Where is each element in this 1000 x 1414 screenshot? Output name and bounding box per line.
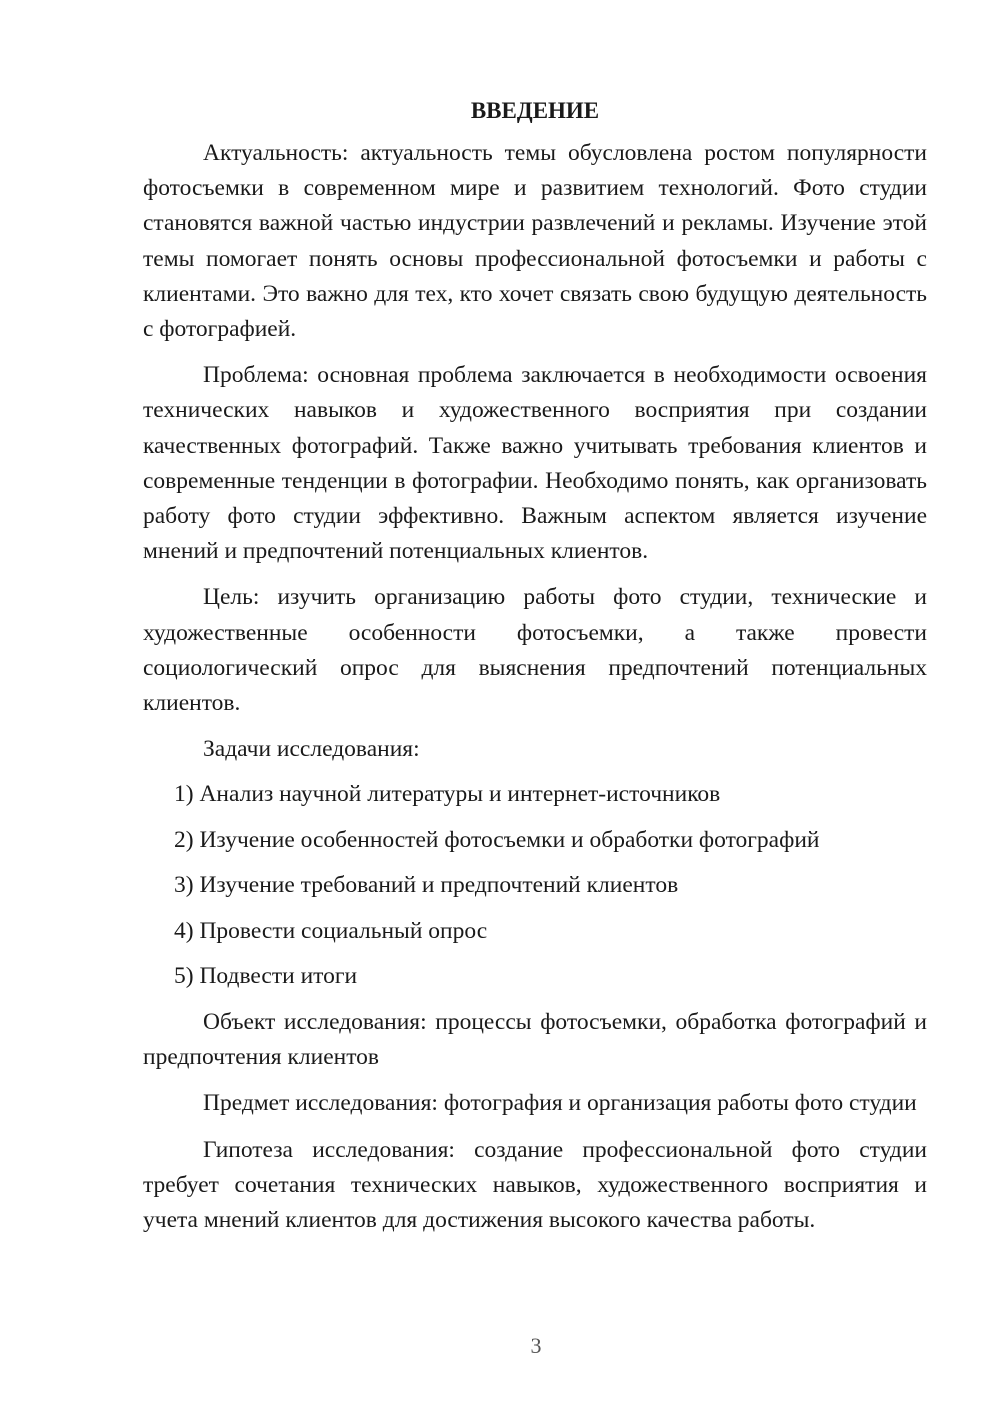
subject-paragraph: Предмет исследования: фотография и организация работы фото студии xyxy=(203,1090,917,1117)
list-item: 2) Изучение особенностей фотосъемки и обработки фотографий xyxy=(174,826,820,853)
goal-paragraph: Цель: изучить организацию работы фото студии, технические и художественные особенности фотосъемки, а также провести социологический опрос для выяснения предпочтений потенциальных клиентов. xyxy=(143,584,927,717)
tasks-list xyxy=(143,777,927,994)
list-item: 1) Анализ научной литературы и интернет-источников xyxy=(174,781,721,808)
page-content xyxy=(143,96,927,1249)
list-item: 4) Провести социальный опрос xyxy=(174,917,488,944)
page-title: ВВЕДЕНИЕ xyxy=(470,98,600,123)
page-number: 3 xyxy=(530,1333,542,1358)
problem-paragraph: Проблема: основная проблема заключается в необходимости освоения технических навыков и художественного восприятия при создании качественных фотографий. Также важно учитывать требования клиентов и современные тенденции в фотографии. Необходимо понять, как организовать работу фото студии эффективно. Важным аспектом является изучение мнений и предпочтений потенциальных клиентов. xyxy=(143,362,927,565)
relevance-paragraph: Актуальность: актуальность темы обусловлена ростом популярности фотосъемки в современном мире и развитием технологий. Фото студии становятся важной частью индустрии развлечений и рекламы. Изучение этой темы помогает понять основы профессиональной фотосъемки и работы с клиентами. Это важно для тех, кто хочет связать свою будущую деятельность с фотографией. xyxy=(143,140,927,343)
object-paragraph: Объект исследования: процессы фотосъемки, обработка фотографий и предпочтения клиентов xyxy=(143,1008,927,1071)
tasks-heading: Задачи исследования: xyxy=(203,736,420,763)
list-item: 5) Подвести итоги xyxy=(174,963,358,990)
hypothesis-paragraph: Гипотеза исследования: создание профессиональной фото студии требует сочетания технических навыков, художественного восприятия и учета мнений клиентов для достижения высокого качества работы. xyxy=(143,1136,927,1233)
list-item: 3) Изучение требований и предпочтений клиентов xyxy=(174,872,679,899)
